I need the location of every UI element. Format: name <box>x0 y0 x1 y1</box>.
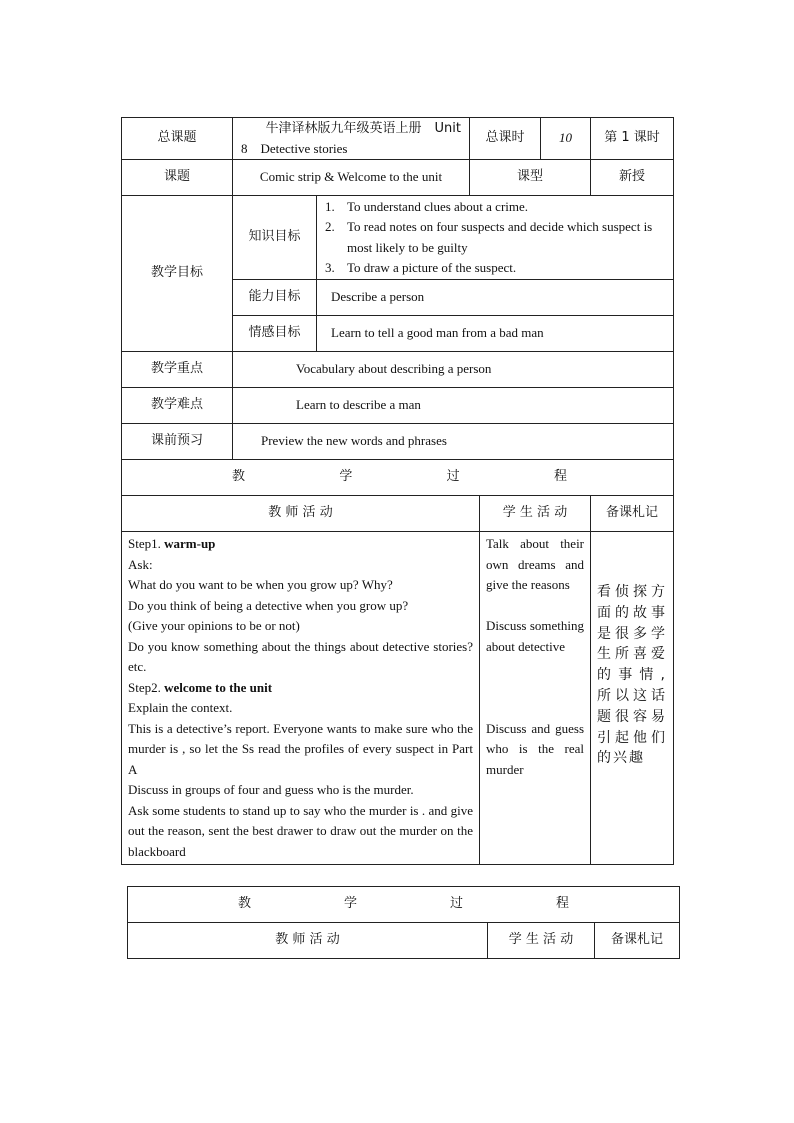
teacher-activity-cell <box>122 532 480 865</box>
student-activity-header: 学 生 活 动 <box>480 496 591 532</box>
process-char: 学 <box>339 469 353 485</box>
teacher-line: (Give your opinions to be or not) <box>128 618 300 633</box>
student-activity-item: Discuss and guess who is the real murder <box>486 720 585 777</box>
teacher-line: Do you know something about the things about detective stories? etc. <box>128 638 473 674</box>
process-char: 过 <box>450 896 464 912</box>
teacher-activity-header-2: 教 师 活 动 <box>128 923 488 959</box>
knowledge-objectives <box>317 196 674 280</box>
type-value: 新授 <box>591 160 674 196</box>
total-hours-value: 10 <box>541 118 591 160</box>
teacher-activity-header: 教 师 活 动 <box>122 496 480 532</box>
preview-label: 课前预习 <box>122 424 233 460</box>
emotion-label: 情感目标 <box>233 316 317 352</box>
knowledge-item: 3. To draw a picture of the suspect. <box>325 260 517 275</box>
process-title-2 <box>128 887 680 923</box>
notes-text: 看侦探方面的故事是很多学生所喜爱的事情,所以这话题很容易引起他们的兴趣 <box>597 584 668 767</box>
process-char: 学 <box>344 896 358 912</box>
student-activity-item: Discuss something about detective <box>486 618 585 654</box>
key-point-value: Vocabulary about describing a person <box>233 352 674 388</box>
lesson-plan-table-continued <box>127 886 680 959</box>
difficulty-value: Learn to describe a man <box>233 388 674 424</box>
process-char: 程 <box>553 469 567 485</box>
preview-value: Preview the new words and phrases <box>233 424 674 460</box>
topic-label: 课题 <box>122 160 233 196</box>
teacher-line: Explain the context. <box>128 700 233 715</box>
student-activity-header-2: 学 生 活 动 <box>488 923 595 959</box>
teacher-line: Do you think of being a detective when you grow up? <box>128 597 409 613</box>
teacher-line: This is a detective’s report. Everyone wants to make sure who the murder is , so let the Ss read the profiles of every suspect in Part A <box>128 720 473 777</box>
notes-header: 备课札记 <box>591 496 674 532</box>
notes-cell <box>591 532 674 865</box>
total-topic-line2: 8 Detective stories <box>241 140 348 156</box>
total-topic-line1: 牛津译林版九年级英语上册 Unit <box>265 120 461 136</box>
process-char: 过 <box>446 469 460 485</box>
notes-header-2: 备课札记 <box>595 923 680 959</box>
knowledge-item: 2. To read notes on four suspects and decide which suspect is most likely to be guilty <box>325 219 653 255</box>
difficulty-label: 教学难点 <box>122 388 233 424</box>
step2-heading: Step2. welcome to the unit <box>128 679 273 695</box>
teacher-line: Discuss in groups of four and guess who is the murder. <box>128 782 414 797</box>
process-title <box>122 460 674 496</box>
key-point-label: 教学重点 <box>122 352 233 388</box>
total-topic-value <box>233 118 470 160</box>
process-char: 教 <box>232 469 246 485</box>
total-hours-label: 总课时 <box>470 118 541 160</box>
teacher-line: Ask some students to stand up to say who the murder is . and give out the reason, sent the best drawer to draw out the murder on the blackboard <box>128 802 473 859</box>
knowledge-list <box>317 197 673 279</box>
knowledge-label: 知识目标 <box>233 196 317 280</box>
process-char: 教 <box>238 896 252 912</box>
ability-label: 能力目标 <box>233 280 317 316</box>
total-topic-label: 总课题 <box>122 118 233 160</box>
teacher-line: What do you want to be when you grow up? Why? <box>128 577 393 592</box>
student-activity-cell <box>480 532 591 865</box>
step1-heading: Step1. warm-up <box>128 536 216 551</box>
emotion-value: Learn to tell a good man from a bad man <box>317 316 674 352</box>
lesson-number: 第 1 课时 <box>591 118 674 160</box>
teacher-line: Ask: <box>128 556 153 572</box>
ability-value: Describe a person <box>317 280 674 316</box>
knowledge-item: 1. To understand clues about a crime. <box>325 198 529 214</box>
topic-value: Comic strip & Welcome to the unit <box>233 160 470 196</box>
objectives-label: 教学目标 <box>122 196 233 352</box>
student-activity-item: Talk about their own dreams and give the reasons <box>486 536 585 592</box>
process-char: 程 <box>556 896 570 912</box>
lesson-plan-table <box>121 117 674 865</box>
type-label: 课型 <box>470 160 591 196</box>
